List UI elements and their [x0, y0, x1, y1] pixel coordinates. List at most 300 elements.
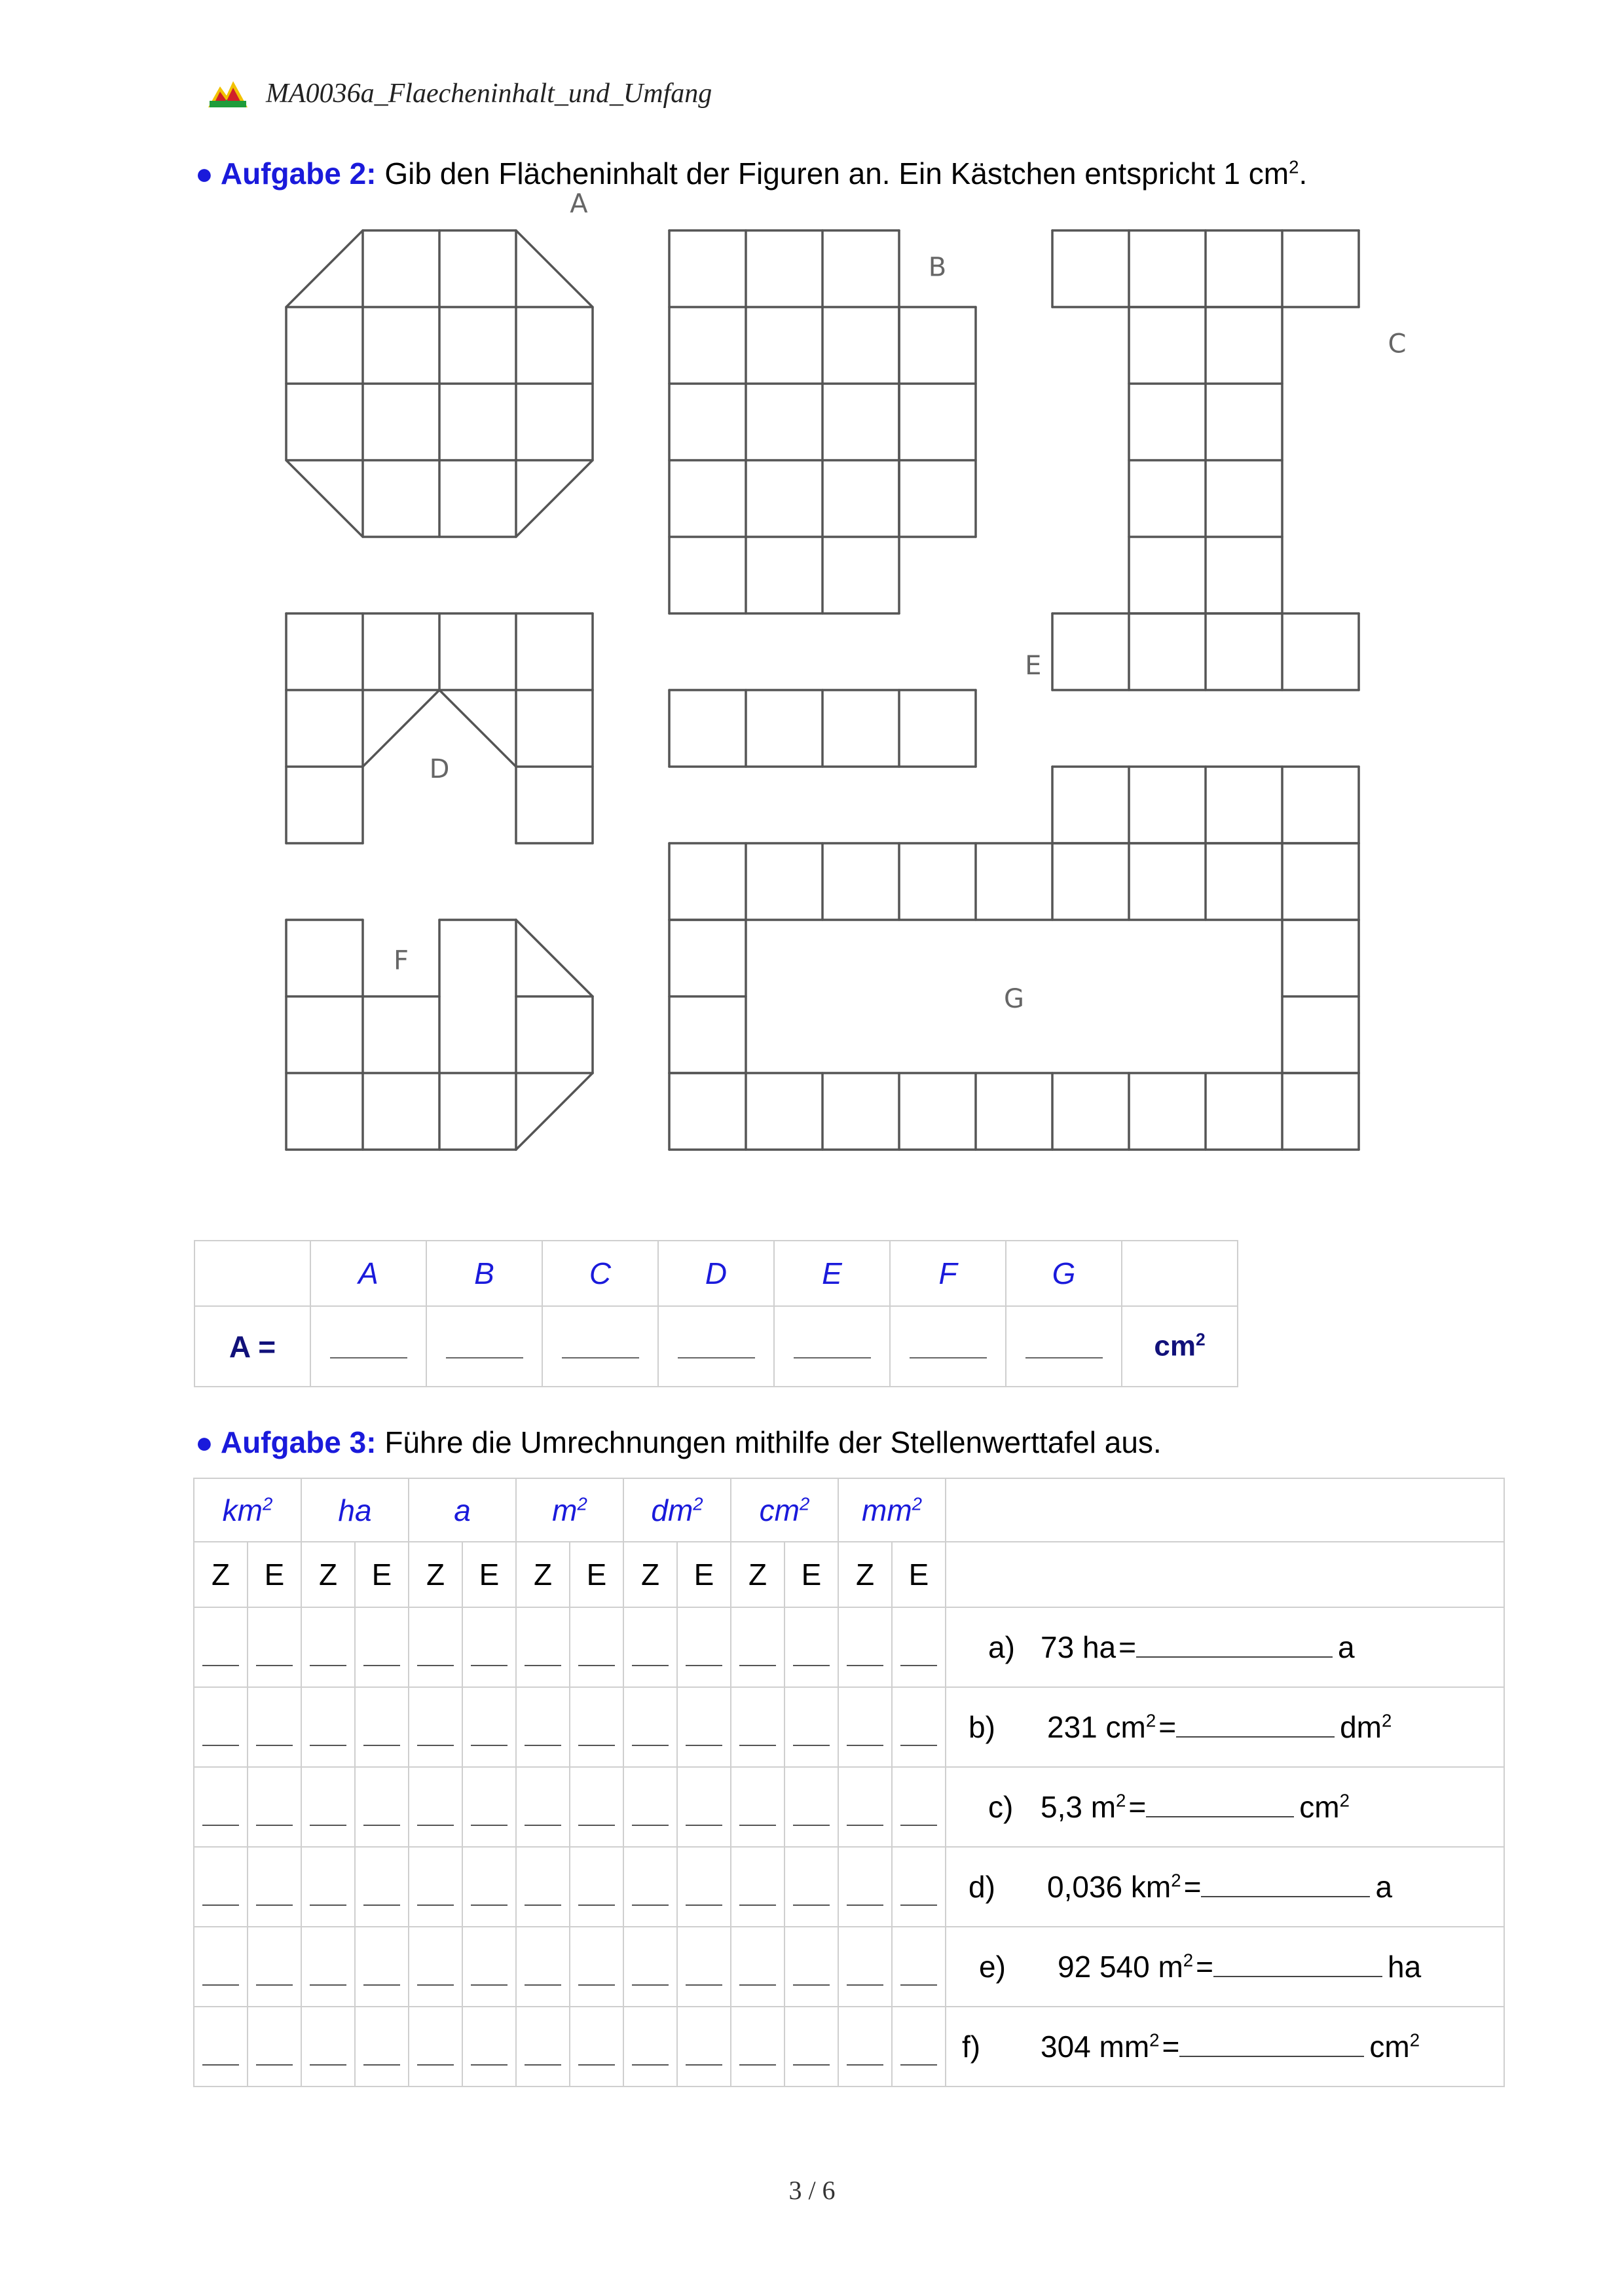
place-label-ones: E	[570, 1542, 623, 1607]
exercise-id: a)	[988, 1630, 1015, 1664]
place-value-cell[interactable]	[409, 1927, 462, 2007]
place-value-cell[interactable]	[838, 1607, 892, 1687]
task3-heading	[195, 1425, 1162, 1460]
exercise-cell-3	[946, 1767, 1504, 1847]
place-value-cell[interactable]	[462, 1847, 516, 1927]
unit-header-m-squared	[516, 1478, 623, 1542]
digit-blank[interactable]	[525, 2064, 561, 2066]
exercise-id: d)	[969, 1870, 995, 1904]
exercise-lhs-sup: 2	[1183, 1950, 1194, 1971]
answer-cell-g[interactable]	[1006, 1306, 1122, 1387]
place-value-cell[interactable]	[570, 1607, 623, 1687]
digit-blank[interactable]	[632, 1665, 669, 1666]
place-value-cell[interactable]	[731, 1927, 784, 2007]
area-unit: cm	[1154, 1330, 1196, 1362]
place-label-tens: Z	[623, 1542, 677, 1607]
figure-f-gridline	[516, 1073, 593, 1150]
digit-blank[interactable]	[363, 2064, 400, 2066]
digit-blank[interactable]	[471, 1825, 507, 1826]
answer-line[interactable]	[1179, 2030, 1364, 2057]
digit-blank[interactable]	[202, 2064, 239, 2066]
place-value-cell[interactable]	[248, 1847, 301, 1927]
digit-blank[interactable]	[471, 1665, 507, 1666]
digit-blank[interactable]	[900, 1665, 937, 1666]
digit-blank[interactable]	[686, 1825, 722, 1826]
digit-blank[interactable]	[632, 1825, 669, 1826]
answer-line[interactable]	[1201, 1870, 1370, 1897]
place-value-cell[interactable]	[194, 1927, 248, 2007]
place-value-cell[interactable]	[838, 2007, 892, 2086]
answer-line[interactable]	[1146, 1790, 1294, 1817]
digit-blank[interactable]	[256, 2064, 293, 2066]
exercise-lhs: 304 mm	[1041, 2030, 1150, 2064]
digit-blank[interactable]	[793, 1984, 830, 1986]
place-value-cell[interactable]	[731, 2007, 784, 2086]
unit-header-sup: 2	[693, 1493, 703, 1514]
answer-blank[interactable]	[1025, 1327, 1103, 1358]
digit-blank[interactable]	[525, 1665, 561, 1666]
unit-header-km-squared	[194, 1478, 301, 1542]
digit-blank[interactable]	[632, 1984, 669, 1986]
place-value-cell[interactable]	[409, 2007, 462, 2086]
column-header-d: D	[658, 1241, 774, 1306]
digit-blank[interactable]	[417, 1745, 454, 1746]
place-value-cell[interactable]	[838, 1847, 892, 1927]
answer-cell-a[interactable]	[310, 1306, 426, 1387]
place-value-cell[interactable]	[784, 1847, 838, 1927]
digit-blank[interactable]	[847, 2064, 883, 2066]
place-value-cell[interactable]	[462, 1607, 516, 1687]
digit-blank[interactable]	[525, 1904, 561, 1906]
place-value-cell[interactable]	[301, 1927, 355, 2007]
exercise-rhs-unit: dm	[1340, 1710, 1382, 1744]
digit-blank[interactable]	[578, 1904, 615, 1906]
digit-blank[interactable]	[739, 1745, 776, 1746]
exercise-lhs-sup: 2	[1149, 2030, 1160, 2050]
exercise-lhs-sup: 2	[1171, 1870, 1181, 1891]
digit-blank[interactable]	[900, 1984, 937, 1986]
figure-label-b: B	[928, 252, 947, 283]
place-value-cell[interactable]	[623, 1607, 677, 1687]
exercise-header-cell	[946, 1478, 1504, 1542]
digit-blank[interactable]	[310, 2064, 346, 2066]
digit-blank[interactable]	[310, 1904, 346, 1906]
digit-blank[interactable]	[686, 1665, 722, 1666]
unit-header-base: mm	[862, 1493, 912, 1527]
digit-blank[interactable]	[417, 1904, 454, 1906]
unit-header-base: ha	[338, 1493, 372, 1527]
unit-header-sup: 2	[577, 1493, 587, 1514]
place-value-cell[interactable]	[731, 1607, 784, 1687]
digit-blank[interactable]	[417, 2064, 454, 2066]
digit-blank[interactable]	[256, 1665, 293, 1666]
digit-blank[interactable]	[417, 1825, 454, 1826]
answer-cell-f[interactable]	[890, 1306, 1006, 1387]
place-value-cell[interactable]	[623, 2007, 677, 2086]
place-value-cell[interactable]	[892, 2007, 946, 2086]
place-value-cell[interactable]	[355, 1607, 409, 1687]
place-value-cell[interactable]	[731, 1847, 784, 1927]
place-value-cell[interactable]	[784, 1687, 838, 1767]
digit-blank[interactable]	[471, 1745, 507, 1746]
digit-blank[interactable]	[793, 2064, 830, 2066]
exercise-cell-5	[946, 1927, 1504, 2007]
answer-blank[interactable]	[446, 1327, 523, 1358]
place-value-cell[interactable]	[677, 1607, 731, 1687]
figure-label-d: D	[429, 754, 450, 784]
exercise-rhs-unit: ha	[1388, 1950, 1422, 1984]
unit-header-mm-squared	[838, 1478, 946, 1542]
task2-label: ● Aufgabe 2:	[195, 156, 377, 191]
place-value-cell[interactable]	[731, 1767, 784, 1847]
place-value-cell[interactable]	[570, 1767, 623, 1847]
place-value-cell[interactable]	[301, 1847, 355, 1927]
document-title: MA0036a_Flaecheninhalt_und_Umfang	[266, 79, 712, 109]
place-value-cell[interactable]	[462, 1687, 516, 1767]
digit-blank[interactable]	[363, 1745, 400, 1746]
exercise-lhs-sup: 2	[1145, 1710, 1156, 1731]
area-unit-sup: 2	[1195, 1330, 1206, 1350]
digit-blank[interactable]	[256, 1904, 293, 1906]
exercise-header-cell	[946, 1542, 1504, 1607]
task2-text-end: .	[1299, 156, 1308, 191]
digit-blank[interactable]	[578, 1745, 615, 1746]
digit-blank[interactable]	[363, 1904, 400, 1906]
digit-blank[interactable]	[847, 1825, 883, 1826]
area-row-label: A =	[194, 1306, 310, 1387]
exercise-rhs-sup: 2	[1409, 2030, 1420, 2050]
figure-d-gridline	[363, 690, 439, 767]
place-value-cell[interactable]	[194, 1847, 248, 1927]
place-value-cell[interactable]	[570, 1927, 623, 2007]
place-value-cell[interactable]	[462, 2007, 516, 2086]
exercise-rhs-unit: a	[1338, 1630, 1355, 1664]
place-value-cell[interactable]	[838, 1767, 892, 1847]
digit-blank[interactable]	[900, 1745, 937, 1746]
answer-line[interactable]	[1176, 1710, 1335, 1738]
exercise-rhs-sup: 2	[1339, 1790, 1350, 1811]
answer-line[interactable]	[1213, 1950, 1382, 1977]
digit-blank[interactable]	[632, 1745, 669, 1746]
digit-blank[interactable]	[793, 1904, 830, 1906]
digit-blank[interactable]	[793, 1665, 830, 1666]
column-header-e: E	[774, 1241, 890, 1306]
place-value-cell[interactable]	[248, 1927, 301, 2007]
digit-blank[interactable]	[417, 1984, 454, 1986]
unit-header-row	[194, 1478, 1504, 1542]
place-value-cell[interactable]	[784, 2007, 838, 2086]
answer-blank[interactable]	[562, 1327, 639, 1358]
place-value-cell[interactable]	[784, 1607, 838, 1687]
place-value-cell[interactable]	[570, 1687, 623, 1767]
task2-answer-row	[194, 1306, 1238, 1387]
exercise-lhs: 5,3 m	[1041, 1790, 1116, 1824]
exercise-cell-1	[946, 1607, 1504, 1687]
digit-blank[interactable]	[578, 1825, 615, 1826]
table-corner-cell	[194, 1241, 310, 1306]
exercise-rhs-sup: 2	[1382, 1710, 1392, 1731]
task3-label: ● Aufgabe 3:	[195, 1425, 377, 1459]
place-label-row	[194, 1542, 1504, 1607]
place-value-cell[interactable]	[194, 1767, 248, 1847]
unit-header-cell	[1122, 1241, 1238, 1306]
place-value-cell[interactable]	[838, 1927, 892, 2007]
place-value-cell[interactable]	[892, 1847, 946, 1927]
digit-blank[interactable]	[578, 2064, 615, 2066]
digit-blank[interactable]	[793, 1825, 830, 1826]
figure-label-e: E	[1025, 650, 1042, 681]
unit-header-cm-squared	[731, 1478, 838, 1542]
equals-sign: =	[1128, 1790, 1147, 1824]
digit-blank[interactable]	[847, 1745, 883, 1746]
place-value-cell[interactable]	[892, 1767, 946, 1847]
place-value-cell[interactable]	[301, 1767, 355, 1847]
answer-cell-c[interactable]	[542, 1306, 658, 1387]
answer-cell-e[interactable]	[774, 1306, 890, 1387]
digit-blank[interactable]	[739, 2064, 776, 2066]
unit-header-sup: 2	[262, 1493, 273, 1514]
unit-header-sup: 2	[799, 1493, 810, 1514]
digit-blank[interactable]	[417, 1665, 454, 1666]
unit-header-ha	[301, 1478, 409, 1542]
place-value-cell[interactable]	[516, 1847, 570, 1927]
unit-header-base: m	[552, 1493, 578, 1527]
place-value-cell[interactable]	[677, 1927, 731, 2007]
digit-blank[interactable]	[525, 1825, 561, 1826]
place-value-cell[interactable]	[248, 2007, 301, 2086]
place-value-cell[interactable]	[248, 1687, 301, 1767]
page-number: 3 / 6	[788, 2176, 836, 2205]
equals-sign: =	[1162, 2030, 1180, 2064]
place-value-cell[interactable]	[409, 1767, 462, 1847]
exercise-rhs-unit: cm	[1369, 2030, 1410, 2064]
place-value-cell[interactable]	[892, 1687, 946, 1767]
place-label-ones: E	[892, 1542, 946, 1607]
unit-header-base: km	[222, 1493, 263, 1527]
task2-header-row	[194, 1241, 1238, 1306]
digit-blank[interactable]	[202, 1665, 239, 1666]
place-value-cell[interactable]	[355, 1847, 409, 1927]
exercise-lhs: 73 ha	[1041, 1630, 1116, 1664]
place-value-cell[interactable]	[623, 1847, 677, 1927]
digit-blank[interactable]	[900, 1904, 937, 1906]
digit-blank[interactable]	[686, 1745, 722, 1746]
place-value-cell[interactable]	[623, 1767, 677, 1847]
digit-blank[interactable]	[310, 1984, 346, 1986]
digit-blank[interactable]	[632, 1904, 669, 1906]
place-value-cell[interactable]	[516, 1767, 570, 1847]
exercise-rhs-unit: cm	[1299, 1790, 1340, 1824]
place-value-cell[interactable]	[784, 1767, 838, 1847]
place-value-table	[193, 1478, 1505, 2087]
digit-blank[interactable]	[471, 2064, 507, 2066]
digit-blank[interactable]	[256, 1984, 293, 1986]
exercise-rhs-unit: a	[1375, 1870, 1393, 1904]
digit-blank[interactable]	[202, 1825, 239, 1826]
place-value-cell[interactable]	[892, 1607, 946, 1687]
place-label-ones: E	[677, 1542, 731, 1607]
figure-d-gridline	[439, 690, 516, 767]
area-unit-cell	[1122, 1306, 1238, 1387]
place-label-ones: E	[248, 1542, 301, 1607]
digit-blank[interactable]	[739, 1825, 776, 1826]
digit-blank[interactable]	[471, 1984, 507, 1986]
place-value-cell[interactable]	[301, 2007, 355, 2086]
answer-cell-b[interactable]	[426, 1306, 542, 1387]
place-value-cell[interactable]	[677, 1687, 731, 1767]
place-value-cell[interactable]	[409, 1687, 462, 1767]
place-value-cell[interactable]	[248, 1607, 301, 1687]
equals-sign: =	[1196, 1950, 1214, 1984]
digit-blank[interactable]	[363, 1825, 400, 1826]
place-value-cell[interactable]	[516, 1927, 570, 2007]
digit-blank[interactable]	[202, 1984, 239, 1986]
place-value-cell[interactable]	[677, 1767, 731, 1847]
place-value-cell[interactable]	[462, 1927, 516, 2007]
digit-blank[interactable]	[632, 2064, 669, 2066]
column-header-b: B	[426, 1241, 542, 1306]
exercise-row	[194, 1687, 1504, 1767]
digit-blank[interactable]	[363, 1665, 400, 1666]
digit-blank[interactable]	[847, 1984, 883, 1986]
digit-blank[interactable]	[256, 1745, 293, 1746]
place-value-cell[interactable]	[194, 1687, 248, 1767]
digit-blank[interactable]	[739, 1904, 776, 1906]
equals-sign: =	[1118, 1630, 1136, 1664]
column-header-g: G	[1006, 1241, 1122, 1306]
digit-blank[interactable]	[793, 1745, 830, 1746]
place-value-cell[interactable]	[784, 1927, 838, 2007]
exercise-id: c)	[988, 1790, 1014, 1824]
figure-label-g: G	[1004, 983, 1024, 1014]
exercise-id: e)	[979, 1950, 1006, 1984]
place-label-tens: Z	[838, 1542, 892, 1607]
place-value-cell[interactable]	[194, 1607, 248, 1687]
place-label-tens: Z	[194, 1542, 248, 1607]
digit-blank[interactable]	[847, 1665, 883, 1666]
exercise-id: f)	[962, 2030, 981, 2064]
place-value-cell[interactable]	[677, 2007, 731, 2086]
equals-sign: =	[1183, 1870, 1202, 1904]
answer-line[interactable]	[1136, 1630, 1333, 1658]
figure-label-c: C	[1388, 329, 1407, 359]
place-value-cell[interactable]	[409, 1607, 462, 1687]
unit-header-sup: 2	[912, 1493, 922, 1514]
place-value-cell[interactable]	[623, 1687, 677, 1767]
digit-blank[interactable]	[310, 1745, 346, 1746]
equals-sign: =	[1158, 1710, 1177, 1744]
place-value-cell[interactable]	[516, 1607, 570, 1687]
exercise-lhs: 92 540 m	[1058, 1950, 1183, 1984]
column-header-a: A	[310, 1241, 426, 1306]
place-value-cell[interactable]	[462, 1767, 516, 1847]
digit-blank[interactable]	[900, 1825, 937, 1826]
place-value-cell[interactable]	[355, 2007, 409, 2086]
exercise-cell-4	[946, 1847, 1504, 1927]
exercise-row	[194, 1767, 1504, 1847]
place-value-cell[interactable]	[731, 1687, 784, 1767]
column-header-c: C	[542, 1241, 658, 1306]
answer-blank[interactable]	[794, 1327, 871, 1358]
place-label-ones: E	[784, 1542, 838, 1607]
place-value-cell[interactable]	[194, 2007, 248, 2086]
place-value-cell[interactable]	[409, 1847, 462, 1927]
digit-blank[interactable]	[686, 2064, 722, 2066]
digit-blank[interactable]	[578, 1665, 615, 1666]
place-label-ones: E	[355, 1542, 409, 1607]
task2-text-sup: 2	[1289, 156, 1299, 177]
digit-blank[interactable]	[363, 1984, 400, 1986]
answer-blank[interactable]	[330, 1327, 407, 1358]
exercise-lhs-sup: 2	[1116, 1790, 1126, 1811]
digit-blank[interactable]	[202, 1745, 239, 1746]
unit-header-dm-squared	[623, 1478, 731, 1542]
exercise-lhs: 231 cm	[1047, 1710, 1146, 1744]
place-value-cell[interactable]	[516, 2007, 570, 2086]
digit-blank[interactable]	[900, 2064, 937, 2066]
exercise-row	[194, 2007, 1504, 2086]
digit-blank[interactable]	[256, 1825, 293, 1826]
place-value-cell[interactable]	[355, 1767, 409, 1847]
exercise-id: b)	[969, 1710, 995, 1744]
exercise-cell-2	[946, 1687, 1504, 1767]
place-value-cell[interactable]	[570, 1847, 623, 1927]
place-value-cell[interactable]	[301, 1607, 355, 1687]
exercise-row	[194, 1927, 1504, 2007]
place-value-cell[interactable]	[301, 1687, 355, 1767]
place-value-cell[interactable]	[838, 1687, 892, 1767]
place-value-cell[interactable]	[355, 1927, 409, 2007]
place-label-ones: E	[462, 1542, 516, 1607]
answer-blank[interactable]	[678, 1327, 755, 1358]
place-value-cell[interactable]	[623, 1927, 677, 2007]
digit-blank[interactable]	[847, 1904, 883, 1906]
exercise-row	[194, 1607, 1504, 1687]
place-value-cell[interactable]	[248, 1767, 301, 1847]
digit-blank[interactable]	[686, 1984, 722, 1986]
digit-blank[interactable]	[525, 1745, 561, 1746]
place-label-tens: Z	[301, 1542, 355, 1607]
unit-header-base: cm	[759, 1493, 800, 1527]
digit-blank[interactable]	[739, 1984, 776, 1986]
figure-label-f: F	[393, 945, 409, 976]
answer-blank[interactable]	[910, 1327, 987, 1358]
digit-blank[interactable]	[578, 1984, 615, 1986]
task3-text: Führe die Umrechnungen mithilfe der Stellenwerttafel aus.	[384, 1425, 1162, 1459]
column-header-f: F	[890, 1241, 1006, 1306]
place-value-cell[interactable]	[677, 1847, 731, 1927]
digit-blank[interactable]	[525, 1984, 561, 1986]
unit-header-a	[409, 1478, 516, 1542]
figure-f-gridline	[516, 920, 593, 996]
place-value-cell[interactable]	[355, 1687, 409, 1767]
digit-blank[interactable]	[471, 1904, 507, 1906]
place-label-tens: Z	[731, 1542, 784, 1607]
unit-header-base: a	[454, 1493, 471, 1527]
unit-header-base: dm	[651, 1493, 693, 1527]
digit-blank[interactable]	[686, 1904, 722, 1906]
answer-cell-d[interactable]	[658, 1306, 774, 1387]
place-value-cell[interactable]	[570, 2007, 623, 2086]
place-value-cell[interactable]	[892, 1927, 946, 2007]
digit-blank[interactable]	[310, 1825, 346, 1826]
digit-blank[interactable]	[739, 1665, 776, 1666]
place-value-cell[interactable]	[516, 1687, 570, 1767]
exercise-row	[194, 1847, 1504, 1927]
digit-blank[interactable]	[310, 1665, 346, 1666]
digit-blank[interactable]	[202, 1904, 239, 1906]
place-label-tens: Z	[516, 1542, 570, 1607]
